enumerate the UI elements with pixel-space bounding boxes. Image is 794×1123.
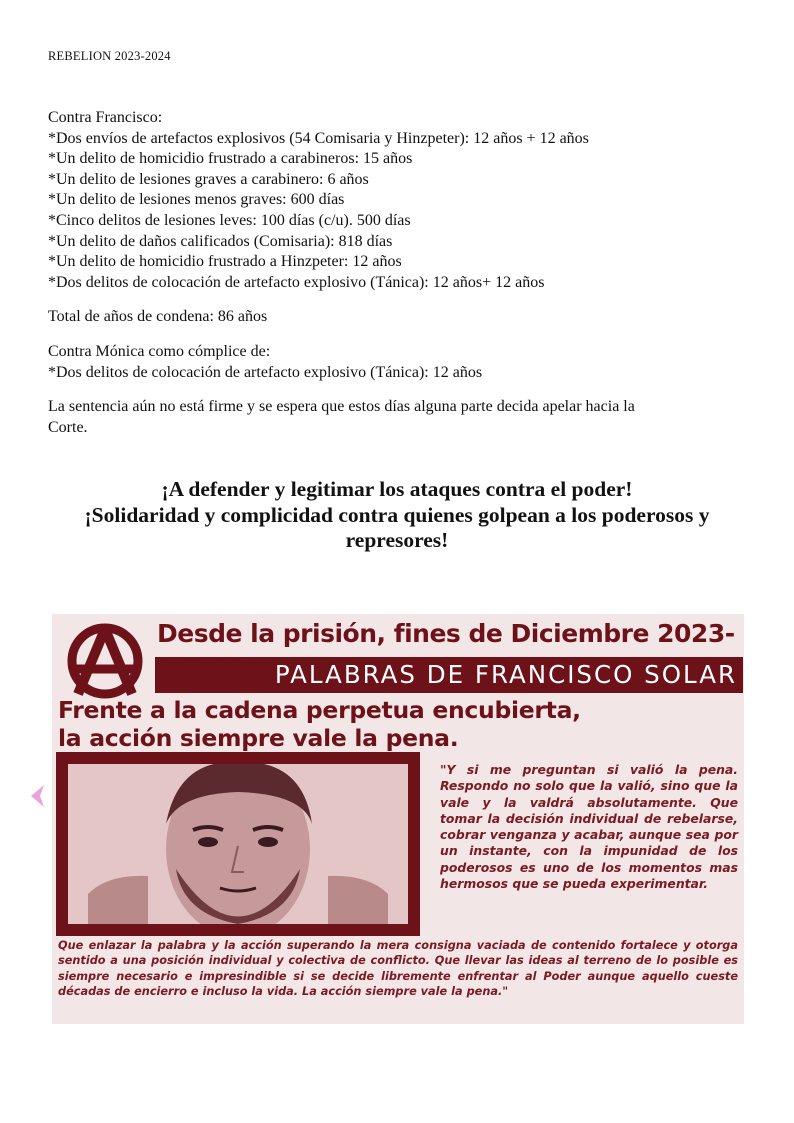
portrait-illustration xyxy=(68,764,408,924)
charge-item: *Un delito de homicidio frustrado a carabineros: 15 años xyxy=(48,150,413,168)
portrait-photo xyxy=(68,764,408,924)
sentencia-line-2: Corte. xyxy=(48,418,88,436)
slogans xyxy=(40,477,754,554)
monica-charge: *Dos delitos de colocación de artefacto explosivo (Tánica): 12 años xyxy=(48,363,483,381)
poster-subtitle-banner: PALABRAS DE FRANCISCO SOLAR xyxy=(155,657,743,693)
poster-bottom-text: Que enlazar la palabra y la acción superando la mera consigna vaciada de contenido fortalece y otorga sentido a una posición individual y colectiva de conflicto. Que llevar las ideas al terreno de lo posible es siempre necesario e impresindible si se decide libremente enfrentar al Poder aunque aquello cueste décadas de encierro e incluso la vida. La acción siempre vale la pena." xyxy=(58,939,738,998)
anarchy-symbol-icon xyxy=(58,621,152,701)
monica-heading: Contra Mónica como cómplice de: xyxy=(48,342,271,360)
francisco-heading: Contra Francisco: xyxy=(48,109,163,126)
total-sentence: Total de años de condena: 86 años xyxy=(48,308,268,326)
sentencia-line-1: La sentencia aún no está firme y se espera que estos días alguna parte decida apelar hacia la xyxy=(48,398,635,416)
slogan-3: represores! xyxy=(345,528,449,552)
slogan-1: ¡A defender y legitimar los ataques contra el poder! xyxy=(161,477,633,501)
portrait-frame xyxy=(56,752,420,936)
pink-arrow-mark xyxy=(28,783,48,809)
slogan-2: ¡Solidaridad y complicidad contra quienes golpean a los poderosos y xyxy=(84,502,710,527)
charge-item: *Dos delitos de colocación de artefacto explosivo (Tánica): 12 años+ 12 años xyxy=(48,273,545,291)
document-body xyxy=(48,108,738,438)
poster-headline xyxy=(58,696,581,752)
charge-item: *Un delito de homicidio frustrado a Hinzpeter: 12 años xyxy=(48,253,402,271)
charge-item: *Dos envíos de artefactos explosivos (54 Comisaria y Hinzpeter): 12 años + 12 años xyxy=(48,129,589,147)
poster-headline-line-2: la acción siempre vale la pena. xyxy=(58,724,459,752)
poster-image xyxy=(52,614,744,1024)
charge-item: *Cinco delitos de lesiones leves: 100 días (c/u). 500 días xyxy=(48,211,411,229)
charge-item: *Un delito de daños calificados (Comisaria): 818 días xyxy=(48,232,393,250)
poster-title: Desde la prisión, fines de Diciembre 2023- xyxy=(157,619,735,648)
charge-item: *Un delito de lesiones graves a carabinero: 6 años xyxy=(48,170,369,188)
poster-quote: "Y si me preguntan si valió la pena. Respondo no solo que la valió, sino que la vale y la valdrá absolutamente. Que tomar la decisión individual de rebelarse, cobrar venganza y acabar, aunque sea por un instante, con la impunidad de los poderosos es uno de los momentos mas hermosos que se pueda experimentar. xyxy=(440,762,738,892)
document-header: REBELION 2023-2024 xyxy=(48,49,171,63)
poster-headline-line-1: Frente a la cadena perpetua encubierta, xyxy=(58,696,581,724)
charge-item: *Un delito de lesiones menos graves: 600 días xyxy=(48,191,345,209)
